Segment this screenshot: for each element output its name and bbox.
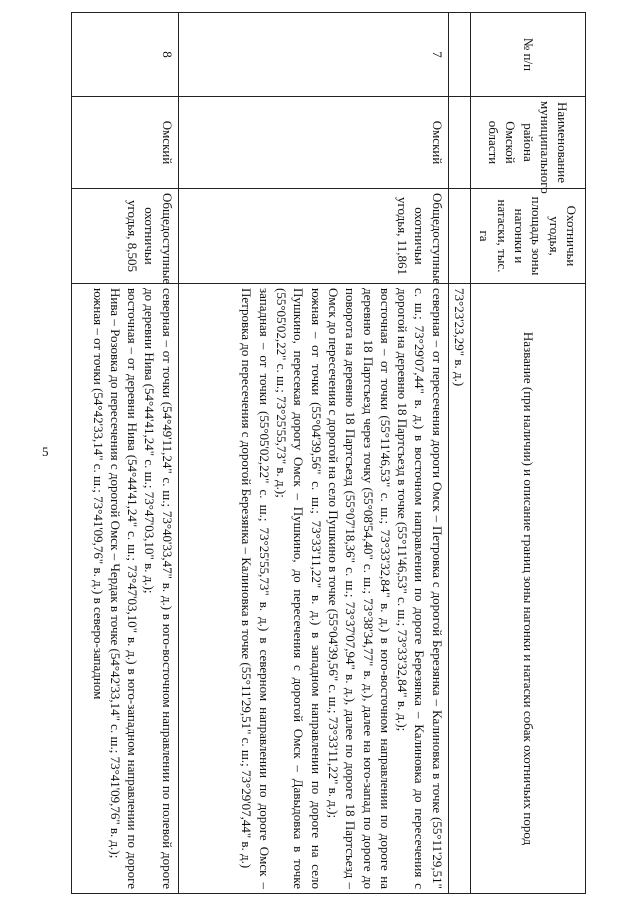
cell-empty: [448, 97, 470, 189]
cell-hunting-lands: Общедоступные охотничьи угодья, 8,505: [71, 189, 178, 284]
table-header-row: [471, 13, 586, 894]
header-district: Наименование муниципального района Омской области: [471, 97, 586, 189]
cell-empty: [448, 13, 470, 97]
boundary-north: северная – от пересечения дороги Омск – Петровка с дорогой Березянка – Калиновка в точке (55°11'29,51" с. ш.; 73°29'07,44" в. д.) в восточном направлении по дороге Березянка – Калиновка до пересечения с дорогой на деревню 18 Партсъезд в точке (55°11'46,53" с. ш.; 73°33'32,84" в. д.);: [395, 288, 445, 889]
boundary-south: южная – от точки (55°04'39,56" с. ш.; 73°33'11,22" в. д.) в западном направлении по дороге на село Пушкино, пересекая дорогу Омск – Пушкино, до пересечения с дорогой Омск – Давыдовка в точке (55°05'02,22" с. ш.; 73°25'55,73" в. д.);: [274, 288, 324, 889]
page-number: 5: [42, 444, 49, 459]
table-row-continuation: [448, 13, 470, 894]
header-lands: Охотничьи угодья, площадь зоны нагонки и натаски, тыс. га: [471, 189, 586, 284]
cell-row-number: 7: [178, 13, 448, 97]
table-row: [71, 13, 178, 894]
cell-boundary-description: [178, 284, 448, 894]
cell-hunting-lands: Общедоступные охотничьи угодья, 11,861: [178, 189, 448, 284]
table-row: [178, 13, 448, 894]
cell-continuation-text: 73°23'23,29" в. д.): [448, 284, 470, 894]
cell-district: Омский: [178, 97, 448, 189]
header-description: Название (при наличии) и описание границ зоны нагонки и натаски собак охотничьих пород: [471, 284, 586, 894]
boundary-west: западная – от точки (55°05'02,22" с. ш.; 73°25'55,73" в. д.) в северном направлении по дороге Омск – Петровка до пересечения с дорогой Березянка – Калиновка в точке (55°11'29,51" с. ш.; 73°29'07,44" в. д.): [239, 288, 272, 889]
cell-boundary-description: [71, 284, 178, 894]
boundary-north: северная – от точки (54°49'11,24" с. ш.; 73°40'33,47" в. д.) в юго-восточном направлении по полевой дороге до деревни Нива (54°44'41,24" с. ш.; 73°47'03,10" в. д.);: [142, 288, 175, 889]
boundary-south: южная – от точки (54°42'33,14" с. ш.; 73°41'09,76" в. д.) в северо-западном: [90, 288, 106, 700]
hunting-zones-table: [71, 12, 586, 894]
cell-row-number: 8: [71, 13, 178, 97]
header-num: № п/п: [471, 13, 586, 97]
rotated-table-wrapper: [72, 12, 586, 893]
boundary-east: восточная – от точки (55°11'46,53" с. ш.; 73°33'32,84" в. д.) в юго-восточном направлении по дороге на деревню 18 Партсъезд через точку (55°08'54,40" с. ш.; 73°38'34,77" в. д.), далее на юго-запад по дороге до поворота на деревню 18 Партсъезд (55°07'18,36" с. ш.; 73°37'07,94" в. д.), далее по дороге 18 Партсъезд – Омск до пересечения с дорогой на село Пушкино в точке (55°04'39,56" с. ш.; 73°33'11,22" в. д.);: [325, 288, 393, 889]
cell-empty: [448, 189, 470, 284]
boundary-east: восточная – от деревни Нива (54°44'41,24" с. ш.; 73°47'03,10" в. д.) в юго-западном направлении по дороге Нива – Розовка до пересечения с дорогой Омск – Чердак в точке (54°42'33,14" с. ш.; 73°41'09,76" в. д.);: [107, 288, 141, 889]
cell-district: Омский: [71, 97, 178, 189]
